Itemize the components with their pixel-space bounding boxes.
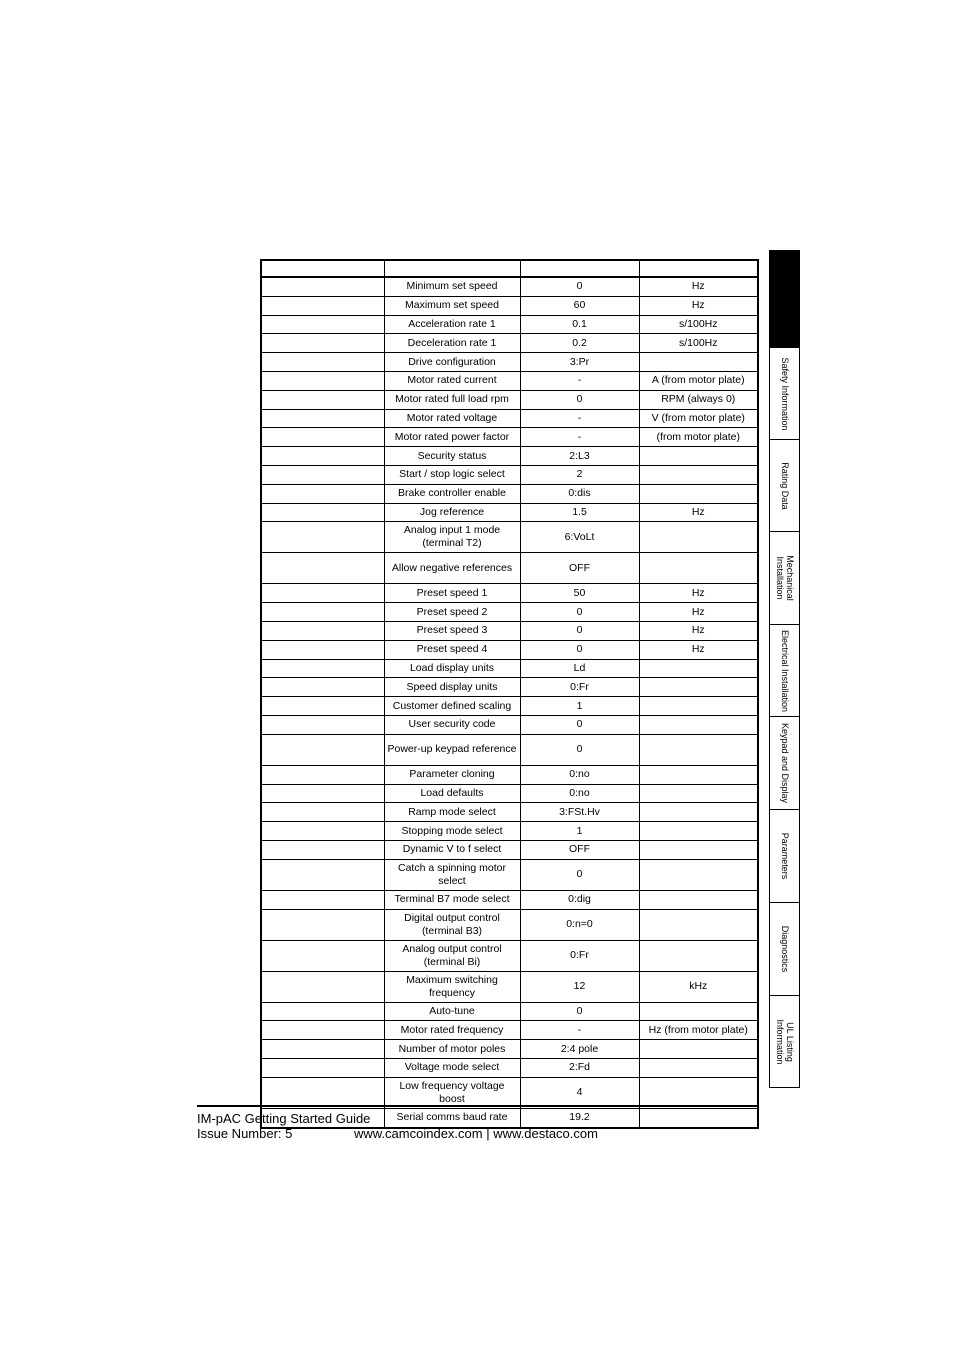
table-row <box>261 484 758 503</box>
param-default-cell: 3:Pr <box>520 353 639 372</box>
table-row <box>261 734 758 765</box>
param-name-cell: Acceleration rate 1 <box>384 315 520 334</box>
param-default-cell: 0:dis <box>520 484 639 503</box>
param-blank-cell <box>261 971 384 1002</box>
param-blank-cell <box>261 765 384 784</box>
footer-urls: www.camcoindex.com | www.destaco.com <box>354 1126 598 1141</box>
param-blank-cell <box>261 715 384 734</box>
param-units-cell <box>639 784 758 803</box>
param-default-cell: OFF <box>520 553 639 584</box>
param-units-cell <box>639 353 758 372</box>
table-row <box>261 1002 758 1021</box>
param-default-cell: 1.5 <box>520 503 639 522</box>
table-row <box>261 621 758 640</box>
table-row <box>261 803 758 822</box>
param-default-cell: 0:n=0 <box>520 909 639 940</box>
param-default-cell: 0 <box>520 734 639 765</box>
table-row <box>261 390 758 409</box>
header-cell-2 <box>384 260 520 277</box>
param-blank-cell <box>261 353 384 372</box>
table-row <box>261 503 758 522</box>
param-blank-cell <box>261 784 384 803</box>
side-tab-label: UL Listing Information <box>774 1018 795 1065</box>
param-units-cell <box>639 659 758 678</box>
table-row <box>261 584 758 603</box>
table-row <box>261 522 758 553</box>
param-default-cell: 0:Fr <box>520 678 639 697</box>
param-name-cell: Deceleration rate 1 <box>384 334 520 353</box>
param-name-cell: Ramp mode select <box>384 803 520 822</box>
table-row <box>261 371 758 390</box>
param-units-cell: RPM (always 0) <box>639 390 758 409</box>
param-default-cell: 0:dig <box>520 890 639 909</box>
param-blank-cell <box>261 621 384 640</box>
param-default-cell: 2 <box>520 465 639 484</box>
param-name-cell: Serial comms baud rate <box>384 1108 520 1127</box>
param-units-cell: Hz (from motor plate) <box>639 1021 758 1040</box>
param-default-cell: - <box>520 371 639 390</box>
table-header-row <box>261 260 758 277</box>
param-name-cell: Allow negative references <box>384 553 520 584</box>
param-units-cell <box>639 465 758 484</box>
param-blank-cell <box>261 909 384 940</box>
param-units-cell: (from motor plate) <box>639 428 758 447</box>
param-units-cell <box>639 678 758 697</box>
side-tab-label: Safety Information <box>779 357 790 431</box>
param-blank-cell <box>261 484 384 503</box>
footer-issue-number: Issue Number: 5 <box>197 1126 293 1141</box>
param-name-cell: Jog reference <box>384 503 520 522</box>
param-default-cell: Ld <box>520 659 639 678</box>
param-units-cell <box>639 697 758 716</box>
table-row <box>261 678 758 697</box>
table-row <box>261 784 758 803</box>
table-row <box>261 353 758 372</box>
param-default-cell: 1 <box>520 822 639 841</box>
param-units-cell: Hz <box>639 277 758 296</box>
param-blank-cell <box>261 697 384 716</box>
param-blank-cell <box>261 409 384 428</box>
param-default-cell: 0:no <box>520 765 639 784</box>
param-units-cell <box>639 715 758 734</box>
param-name-cell: Terminal B7 mode select <box>384 890 520 909</box>
table-row <box>261 315 758 334</box>
param-name-cell: Motor rated full load rpm <box>384 390 520 409</box>
param-name-cell: Analog output control (terminal Bi) <box>384 940 520 971</box>
param-blank-cell <box>261 603 384 622</box>
param-units-cell <box>639 553 758 584</box>
param-units-cell <box>639 909 758 940</box>
param-units-cell: Hz <box>639 621 758 640</box>
param-blank-cell <box>261 1058 384 1077</box>
param-name-cell: Dynamic V to f select <box>384 840 520 859</box>
param-default-cell: 0 <box>520 1002 639 1021</box>
table-row <box>261 859 758 890</box>
param-default-cell: 0 <box>520 603 639 622</box>
param-name-cell: Drive configuration <box>384 353 520 372</box>
param-blank-cell <box>261 822 384 841</box>
side-tab-label: Parameters <box>779 832 790 880</box>
param-name-cell: Auto-tune <box>384 1002 520 1021</box>
param-units-cell: s/100Hz <box>639 315 758 334</box>
param-default-cell: 2:L3 <box>520 447 639 466</box>
param-units-cell: Hz <box>639 503 758 522</box>
param-blank-cell <box>261 803 384 822</box>
table-row <box>261 765 758 784</box>
side-tab <box>770 624 799 717</box>
param-units-cell <box>639 484 758 503</box>
param-units-cell: Hz <box>639 296 758 315</box>
param-default-cell: 0 <box>520 277 639 296</box>
param-units-cell <box>639 940 758 971</box>
footer-divider <box>197 1105 757 1107</box>
param-units-cell: s/100Hz <box>639 334 758 353</box>
param-blank-cell <box>261 678 384 697</box>
table-row <box>261 334 758 353</box>
param-default-cell: 3:FSt.Hv <box>520 803 639 822</box>
param-blank-cell <box>261 277 384 296</box>
param-default-cell: OFF <box>520 840 639 859</box>
section-side-tabs <box>769 250 800 1088</box>
param-default-cell: 60 <box>520 296 639 315</box>
param-default-cell: 12 <box>520 971 639 1002</box>
param-units-cell <box>639 822 758 841</box>
param-name-cell: Motor rated frequency <box>384 1021 520 1040</box>
table-row <box>261 603 758 622</box>
side-tab-current-marker <box>770 251 799 347</box>
table-row <box>261 553 758 584</box>
side-tab-label: Rating Data <box>779 462 790 510</box>
param-units-cell <box>639 522 758 553</box>
param-units-cell <box>639 447 758 466</box>
table-row <box>261 409 758 428</box>
table-row <box>261 1021 758 1040</box>
param-name-cell: Security status <box>384 447 520 466</box>
param-units-cell <box>639 859 758 890</box>
table-row <box>261 890 758 909</box>
param-units-cell <box>639 840 758 859</box>
param-name-cell: Load defaults <box>384 784 520 803</box>
table-row <box>261 640 758 659</box>
param-units-cell: V (from motor plate) <box>639 409 758 428</box>
param-name-cell: Stopping mode select <box>384 822 520 841</box>
param-blank-cell <box>261 390 384 409</box>
param-default-cell: 1 <box>520 697 639 716</box>
table-row <box>261 659 758 678</box>
param-blank-cell <box>261 428 384 447</box>
param-units-cell <box>639 1002 758 1021</box>
side-tab <box>770 902 799 995</box>
param-name-cell: Motor rated voltage <box>384 409 520 428</box>
param-default-cell: 2:4 pole <box>520 1040 639 1059</box>
param-units-cell <box>639 803 758 822</box>
table-row <box>261 909 758 940</box>
param-name-cell: Analog input 1 mode (terminal T2) <box>384 522 520 553</box>
param-blank-cell <box>261 859 384 890</box>
param-default-cell: 0:Fr <box>520 940 639 971</box>
header-cell-3 <box>520 260 639 277</box>
side-tab <box>770 716 799 809</box>
param-name-cell: Start / stop logic select <box>384 465 520 484</box>
side-tab <box>770 347 799 440</box>
param-name-cell: Preset speed 1 <box>384 584 520 603</box>
param-name-cell: Preset speed 3 <box>384 621 520 640</box>
table-row <box>261 822 758 841</box>
param-units-cell <box>639 765 758 784</box>
table-row <box>261 1077 758 1108</box>
param-default-cell: 19.2 <box>520 1108 639 1127</box>
param-name-cell: Digital output control (terminal B3) <box>384 909 520 940</box>
table-row <box>261 447 758 466</box>
param-units-cell <box>639 1108 758 1127</box>
param-default-cell: 4 <box>520 1077 639 1108</box>
param-name-cell: Catch a spinning motor select <box>384 859 520 890</box>
param-default-cell: 0.2 <box>520 334 639 353</box>
param-name-cell: User security code <box>384 715 520 734</box>
param-default-cell: 6:VoLt <box>520 522 639 553</box>
param-units-cell <box>639 1058 758 1077</box>
param-default-cell: - <box>520 1021 639 1040</box>
param-name-cell: Low frequency voltage boost <box>384 1077 520 1108</box>
param-blank-cell <box>261 734 384 765</box>
footer-guide-title: IM-pAC Getting Started Guide <box>197 1111 371 1126</box>
param-name-cell: Customer defined scaling <box>384 697 520 716</box>
side-tab <box>770 531 799 624</box>
table-row <box>261 1058 758 1077</box>
param-default-cell: - <box>520 428 639 447</box>
param-blank-cell <box>261 1021 384 1040</box>
param-default-cell: 0 <box>520 859 639 890</box>
param-name-cell: Maximum switching frequency <box>384 971 520 1002</box>
param-name-cell: Voltage mode select <box>384 1058 520 1077</box>
param-default-cell: 0.1 <box>520 315 639 334</box>
param-blank-cell <box>261 890 384 909</box>
param-blank-cell <box>261 640 384 659</box>
parameter-table-body <box>261 260 758 1128</box>
param-default-cell: 0 <box>520 621 639 640</box>
param-name-cell: Maximum set speed <box>384 296 520 315</box>
param-units-cell: kHz <box>639 971 758 1002</box>
param-blank-cell <box>261 1077 384 1108</box>
param-blank-cell <box>261 659 384 678</box>
param-blank-cell <box>261 553 384 584</box>
param-name-cell: Speed display units <box>384 678 520 697</box>
param-name-cell: Preset speed 2 <box>384 603 520 622</box>
param-blank-cell <box>261 940 384 971</box>
param-blank-cell <box>261 503 384 522</box>
param-default-cell: 0 <box>520 715 639 734</box>
param-blank-cell <box>261 1040 384 1059</box>
side-tab-label: Diagnostics <box>779 925 790 973</box>
param-name-cell: Brake controller enable <box>384 484 520 503</box>
param-default-cell: 0:no <box>520 784 639 803</box>
table-row <box>261 715 758 734</box>
table-row <box>261 428 758 447</box>
table-row <box>261 277 758 296</box>
param-default-cell: 50 <box>520 584 639 603</box>
param-blank-cell <box>261 522 384 553</box>
side-tab-label: Electrical Installation <box>779 629 790 713</box>
side-tab-label: Mechanical Installation <box>774 555 795 601</box>
param-blank-cell <box>261 584 384 603</box>
table-row <box>261 296 758 315</box>
param-units-cell <box>639 734 758 765</box>
param-units-cell <box>639 1077 758 1108</box>
side-tab <box>770 439 799 532</box>
table-row <box>261 465 758 484</box>
param-blank-cell <box>261 447 384 466</box>
side-tab <box>770 809 799 902</box>
param-name-cell: Motor rated current <box>384 371 520 390</box>
param-blank-cell <box>261 1002 384 1021</box>
header-cell-4 <box>639 260 758 277</box>
param-blank-cell <box>261 315 384 334</box>
param-default-cell: 0 <box>520 390 639 409</box>
param-name-cell: Power-up keypad reference <box>384 734 520 765</box>
param-blank-cell <box>261 371 384 390</box>
param-units-cell: Hz <box>639 584 758 603</box>
table-row <box>261 697 758 716</box>
param-blank-cell <box>261 465 384 484</box>
param-units-cell: Hz <box>639 603 758 622</box>
param-name-cell: Motor rated power factor <box>384 428 520 447</box>
table-row <box>261 940 758 971</box>
param-blank-cell <box>261 334 384 353</box>
param-blank-cell <box>261 296 384 315</box>
table-row <box>261 971 758 1002</box>
param-name-cell: Parameter cloning <box>384 765 520 784</box>
header-cell-1 <box>261 260 384 277</box>
param-units-cell <box>639 890 758 909</box>
param-name-cell: Number of motor poles <box>384 1040 520 1059</box>
param-name-cell: Minimum set speed <box>384 277 520 296</box>
table-row <box>261 840 758 859</box>
param-blank-cell <box>261 840 384 859</box>
side-tab <box>770 995 799 1087</box>
param-units-cell: Hz <box>639 640 758 659</box>
param-name-cell: Preset speed 4 <box>384 640 520 659</box>
param-units-cell <box>639 1040 758 1059</box>
param-default-cell: - <box>520 409 639 428</box>
param-units-cell: A (from motor plate) <box>639 371 758 390</box>
table-row <box>261 1040 758 1059</box>
param-name-cell: Load display units <box>384 659 520 678</box>
parameter-table <box>260 259 759 1129</box>
side-tab-label: Keypad and Display <box>779 722 790 804</box>
param-default-cell: 2:Fd <box>520 1058 639 1077</box>
param-default-cell: 0 <box>520 640 639 659</box>
